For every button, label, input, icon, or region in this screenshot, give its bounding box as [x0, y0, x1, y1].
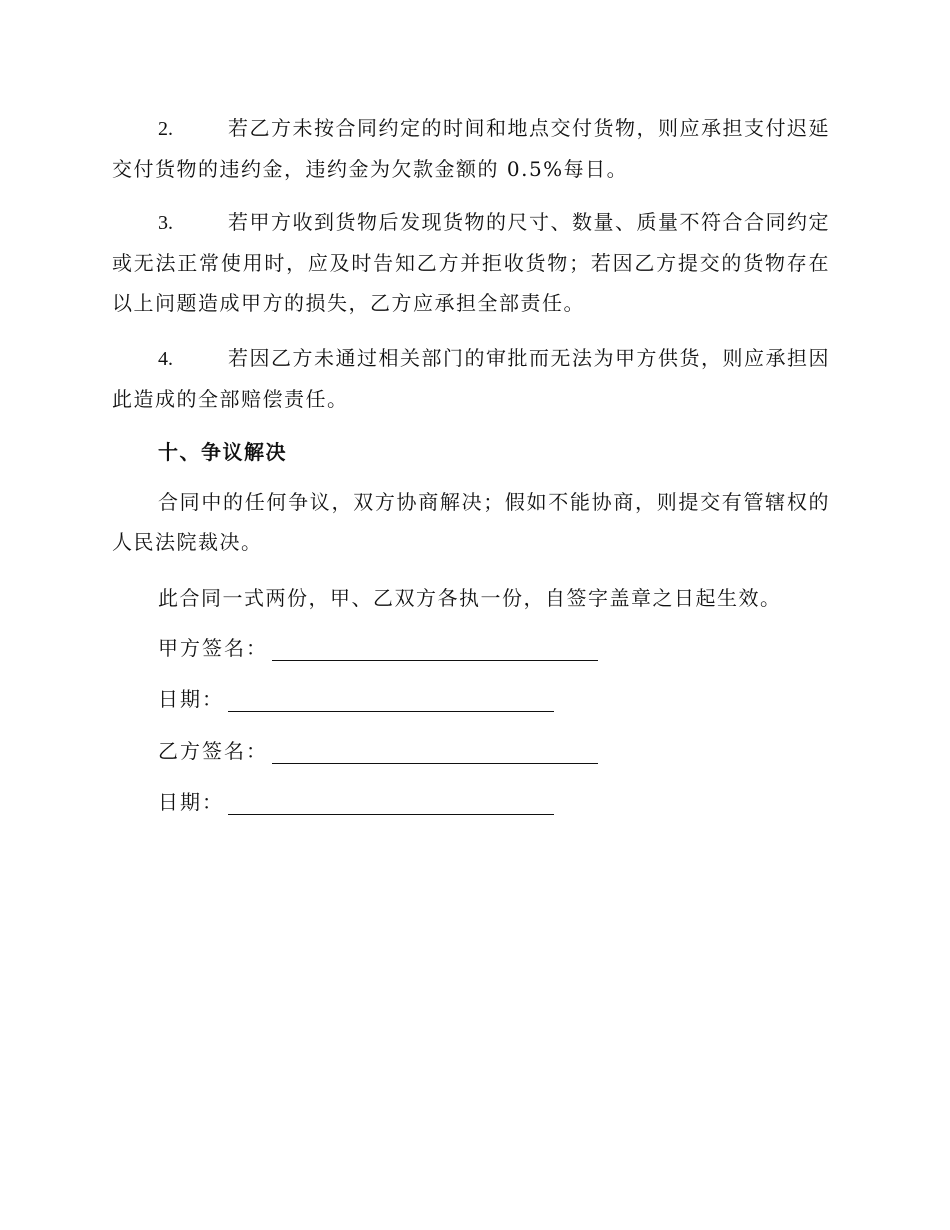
- party-a-date-line[interactable]: [228, 689, 554, 712]
- party-a-signature-line[interactable]: [272, 638, 598, 661]
- party-b-signature-row: [158, 731, 598, 771]
- party-a-signature-label: 甲方签名：: [158, 636, 268, 660]
- party-a-date-row: [158, 679, 554, 719]
- effect-statement: 此合同一式两份，甲、乙双方各执一份，自签字盖章之日起生效。: [158, 586, 782, 610]
- party-b-signature-label: 乙方签名：: [158, 739, 268, 763]
- section-heading-dispute-resolution: 十、争议解决: [158, 440, 287, 464]
- party-b-date-line[interactable]: [228, 792, 554, 815]
- clause-number: 4.: [158, 348, 173, 370]
- party-a-signature-row: [158, 628, 598, 668]
- party-b-date-row: [158, 782, 554, 822]
- clause-number: 2.: [158, 118, 173, 140]
- dispute-resolution-body: 合同中的任何争议，双方协商解决；假如不能协商，则提交有管辖权的人民法院裁决。: [112, 490, 830, 554]
- clause-2: [112, 108, 830, 189]
- clause-4: [112, 338, 830, 419]
- clause-text: 若因乙方未通过相关部门的审批而无法为甲方供货，则应承担因此造成的全部赔偿责任。: [112, 346, 830, 411]
- party-b-date-label: 日期：: [158, 790, 224, 814]
- clause-text: 若甲方收到货物后发现货物的尺寸、数量、质量不符合合同约定或无法正常使用时，应及时告知乙方并拒收货物；若因乙方提交的货物存在以上问题造成甲方的损失，乙方应承担全部责任。: [112, 210, 830, 315]
- clause-3: [112, 202, 830, 323]
- clause-number: 3.: [158, 212, 173, 234]
- clause-text: 若乙方未按合同约定的时间和地点交付货物，则应承担支付迟延交付货物的违约金，违约金为欠款金额的 0.5%每日。: [112, 116, 830, 181]
- party-b-signature-line[interactable]: [272, 741, 598, 764]
- party-a-date-label: 日期：: [158, 687, 224, 711]
